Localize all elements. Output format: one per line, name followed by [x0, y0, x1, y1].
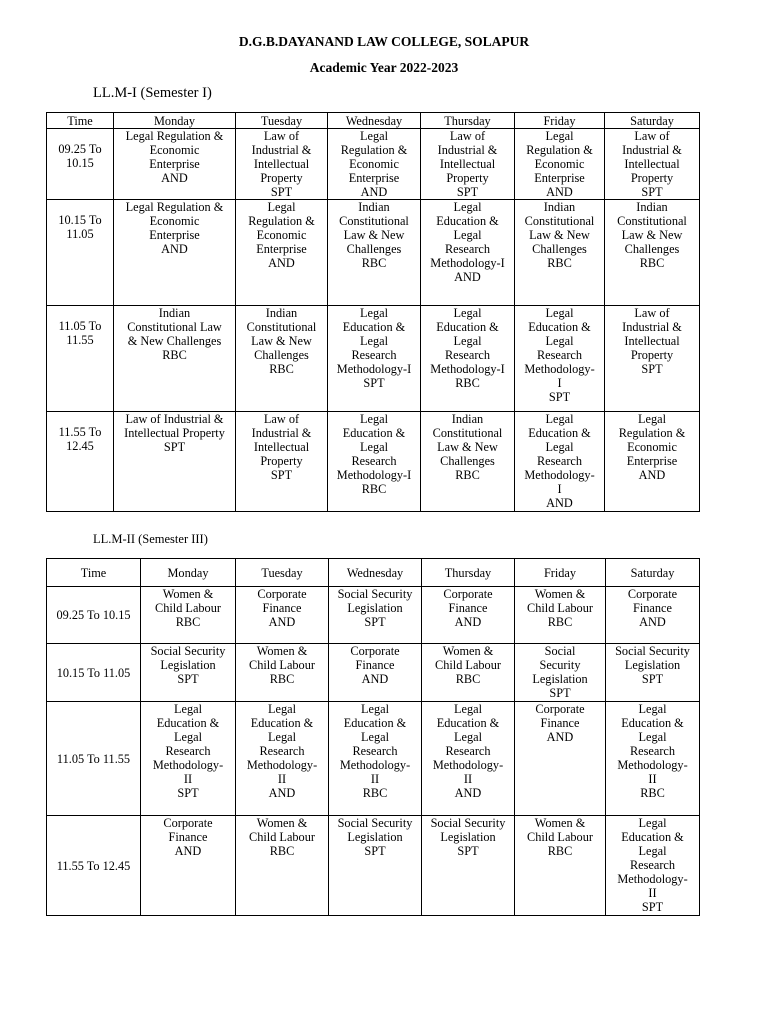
- class-cell: Women & Child Labour RBC: [422, 644, 515, 702]
- class-cell: Law of Industrial & Intellectual Property SPT: [421, 129, 515, 200]
- class-cell: Indian Constitutional Law & New Challenges RBC: [605, 200, 700, 306]
- column-header: Saturday: [605, 113, 700, 129]
- class-cell: Indian Constitutional Law & New Challenges RBC: [236, 306, 328, 412]
- class-cell: Women & Child Labour RBC: [236, 644, 329, 702]
- time-slot-cell: 11.55 To 12.45: [47, 412, 114, 512]
- class-cell: Indian Constitutional Law & New Challenges RBC: [114, 306, 236, 412]
- class-cell: Legal Education & Legal Research Methodology-I SPT: [328, 306, 421, 412]
- class-cell: Legal Education & Legal Research Methodology-I RBC: [421, 306, 515, 412]
- semester-1-timetable: [46, 112, 700, 512]
- time-slot-cell: 11.05 To 11.55: [47, 306, 114, 412]
- class-cell: Legal Regulation & Economic Enterprise AND: [236, 200, 328, 306]
- class-cell: Indian Constitutional Law & New Challenges RBC: [515, 200, 605, 306]
- class-cell: Corporate Finance AND: [329, 644, 422, 702]
- class-cell: Legal Education & Legal Research Methodology-I AND: [421, 200, 515, 306]
- class-cell: Indian Constitutional Law & New Challenges RBC: [328, 200, 421, 306]
- class-cell: Corporate Finance AND: [422, 587, 515, 644]
- class-cell: Legal Education & Legal Research Methodology-I RBC: [328, 412, 421, 512]
- class-cell: Legal Education & Legal Research Methodology- II AND: [422, 702, 515, 816]
- class-cell: Social Security Legislation SPT: [329, 816, 422, 916]
- class-cell: Legal Education & Legal Research Methodology- II RBC: [329, 702, 422, 816]
- class-cell: Law of Industrial & Intellectual Property SPT: [236, 412, 328, 512]
- class-cell: Legal Education & Legal Research Methodology- II AND: [236, 702, 329, 816]
- table-row: [47, 702, 700, 816]
- column-header: Wednesday: [329, 559, 422, 587]
- class-cell: Corporate Finance AND: [236, 587, 329, 644]
- column-header: Saturday: [606, 559, 700, 587]
- class-cell: Social Security Legislation SPT: [606, 644, 700, 702]
- class-cell: Corporate Finance AND: [515, 702, 606, 816]
- class-cell: Social Security Legislation SPT: [515, 644, 606, 702]
- time-slot-cell: 09.25 To 10.15: [47, 587, 141, 644]
- column-header: Time: [47, 559, 141, 587]
- college-name: D.G.B.DAYANAND LAW COLLEGE, SOLAPUR: [238, 34, 530, 49]
- time-slot-cell: 11.55 To 12.45: [47, 816, 141, 916]
- semester-3-timetable: [46, 558, 700, 916]
- class-cell: Women & Child Labour RBC: [236, 816, 329, 916]
- class-cell: Indian Constitutional Law & New Challenges RBC: [421, 412, 515, 512]
- class-cell: Legal Regulation & Economic Enterprise AND: [605, 412, 700, 512]
- class-cell: Women & Child Labour RBC: [515, 587, 606, 644]
- table-row: [47, 587, 700, 644]
- time-slot-cell: 09.25 To 10.15: [47, 129, 114, 200]
- column-header: Friday: [515, 113, 605, 129]
- column-header: Time: [47, 113, 114, 129]
- column-header: Friday: [515, 559, 606, 587]
- class-cell: Legal Education & Legal Research Methodology- II SPT: [141, 702, 236, 816]
- time-slot-cell: 10.15 To 11.05: [47, 200, 114, 306]
- table-row: [47, 816, 700, 916]
- column-header: Wednesday: [328, 113, 421, 129]
- class-cell: Legal Regulation & Economic Enterprise AND: [114, 129, 236, 200]
- column-header: Tuesday: [236, 113, 328, 129]
- class-cell: Social Security Legislation SPT: [422, 816, 515, 916]
- table-row: [47, 129, 700, 200]
- time-slot-cell: 10.15 To 11.05: [47, 644, 141, 702]
- column-header: Monday: [114, 113, 236, 129]
- column-header: Thursday: [421, 113, 515, 129]
- class-cell: Women & Child Labour RBC: [515, 816, 606, 916]
- class-cell: Legal Education & Legal Research Methodology- I SPT: [515, 306, 605, 412]
- academic-year: Academic Year 2022-2023: [309, 60, 459, 75]
- class-cell: Social Security Legislation SPT: [141, 644, 236, 702]
- column-header: Tuesday: [236, 559, 329, 587]
- class-cell: Corporate Finance AND: [606, 587, 700, 644]
- time-slot-cell: 11.05 To 11.55: [47, 702, 141, 816]
- class-cell: Legal Education & Legal Research Methodology- I AND: [515, 412, 605, 512]
- class-cell: Legal Education & Legal Research Methodology- II RBC: [606, 702, 700, 816]
- table-row: [47, 644, 700, 702]
- semester-3-title: LL.M-II (Semester III): [93, 532, 208, 546]
- table-row: [47, 306, 700, 412]
- class-cell: Legal Regulation & Economic Enterprise AND: [515, 129, 605, 200]
- header-row: [47, 559, 700, 587]
- table-row: [47, 412, 700, 512]
- column-header: Thursday: [422, 559, 515, 587]
- class-cell: Social Security Legislation SPT: [329, 587, 422, 644]
- class-cell: Legal Regulation & Economic Enterprise AND: [114, 200, 236, 306]
- class-cell: Legal Education & Legal Research Methodology- II SPT: [606, 816, 700, 916]
- semester-1-title: LL.M-I (Semester I): [93, 85, 212, 101]
- class-cell: Law of Industrial & Intellectual Property SPT: [605, 129, 700, 200]
- column-header: Monday: [141, 559, 236, 587]
- table-row: [47, 200, 700, 306]
- class-cell: Corporate Finance AND: [141, 816, 236, 916]
- header-row: [47, 113, 700, 129]
- class-cell: Women & Child Labour RBC: [141, 587, 236, 644]
- class-cell: Law of Industrial & Intellectual Property SPT: [114, 412, 236, 512]
- class-cell: Law of Industrial & Intellectual Property SPT: [236, 129, 328, 200]
- class-cell: Legal Regulation & Economic Enterprise AND: [328, 129, 421, 200]
- class-cell: Law of Industrial & Intellectual Property SPT: [605, 306, 700, 412]
